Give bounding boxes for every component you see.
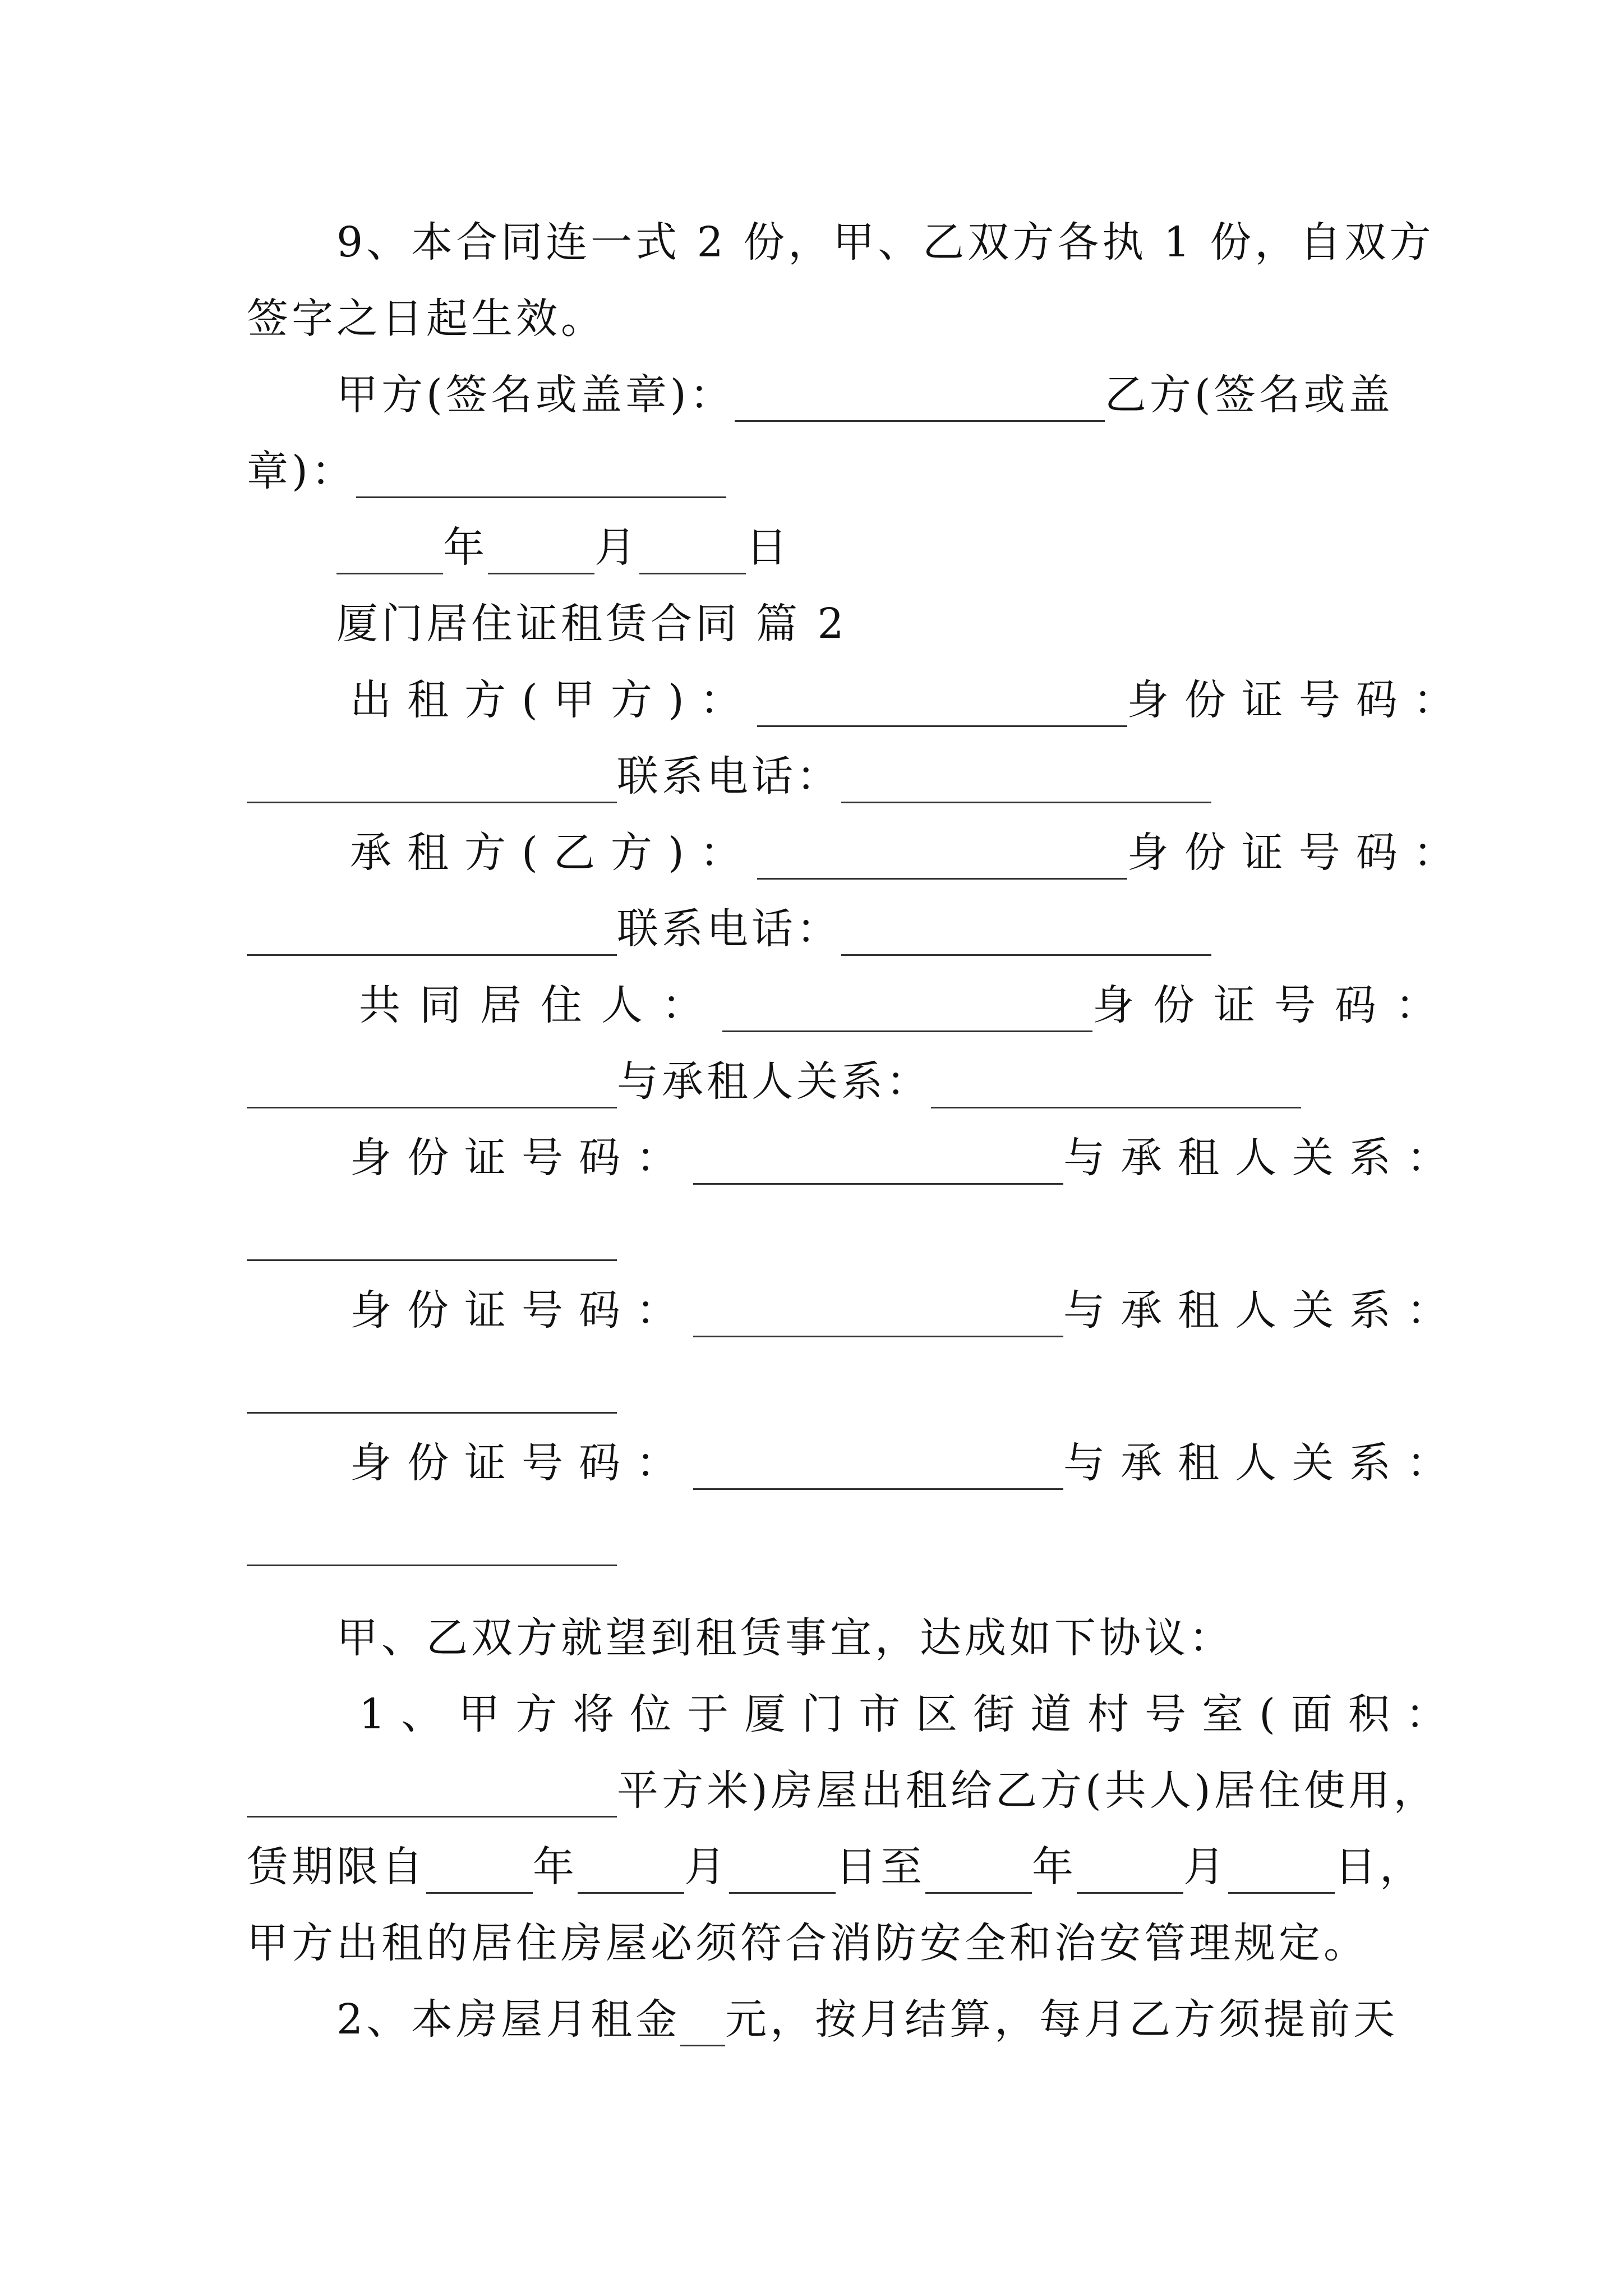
clause-1-line-4: 甲方出租的居住房屋必须符合消防安全和治安管理规定。 <box>247 1919 1368 1967</box>
cohabitant-name-blank[interactable] <box>722 988 1092 1032</box>
row-2-relation-blank[interactable] <box>247 1369 617 1414</box>
lessor-id-label: 身份证号码： <box>1127 676 1470 724</box>
party-a-signature-blank[interactable] <box>735 378 1105 422</box>
cohabitant-label: 共同居住人： <box>359 981 722 1029</box>
row-1-relation-blank[interactable] <box>247 1217 617 1261</box>
row-2-id-blank[interactable] <box>693 1293 1063 1337</box>
clause-1-line-2 <box>247 1764 1438 1818</box>
lessor-phone-label: 联系电话： <box>617 752 841 800</box>
cohabitant-relation-blank[interactable] <box>931 1064 1301 1108</box>
party-a-signature-label: 甲方(签名或盖章)： <box>336 371 735 419</box>
lessee-id-blank[interactable] <box>247 912 617 956</box>
section-title-part: 篇 2 <box>756 600 847 648</box>
cohabitant-row-2-line-2 <box>247 1360 617 1414</box>
end-day-label: 日， <box>1335 1843 1424 1891</box>
agreement-intro: 甲、乙双方就望到租赁事宜，达成如下协议： <box>336 1614 1234 1662</box>
cohabitant-id-label: 身份证号码： <box>1092 981 1456 1029</box>
row-1-relation-label: 与承租人关系： <box>1063 1134 1464 1182</box>
signing-date <box>336 521 791 574</box>
date-day-blank[interactable] <box>639 530 746 574</box>
lessor-name-blank[interactable] <box>757 683 1127 727</box>
date-month-label: 月 <box>594 523 639 572</box>
lessor-line <box>350 673 1470 727</box>
area-blank[interactable] <box>247 1773 617 1818</box>
cohabitant-row-2 <box>350 1283 1464 1337</box>
start-month-label: 月 <box>684 1843 729 1891</box>
clause-2-part-2: 元，按月结算，每月乙方须提前天 <box>725 1995 1399 2044</box>
section-title-name: 厦门居住证租赁合同 <box>336 600 740 648</box>
clause-9-line-2: 签字之日起生效。 <box>247 295 606 343</box>
cohabitant-row-1 <box>350 1131 1464 1185</box>
row-1-id-blank[interactable] <box>693 1140 1063 1185</box>
cohabitant-line-2 <box>247 1055 1301 1108</box>
row-3-id-label: 身份证号码： <box>350 1439 693 1487</box>
party-b-signature-label-end: 章)： <box>247 447 356 495</box>
row-3-relation-label: 与承租人关系： <box>1063 1439 1464 1487</box>
clause-1-line-2-text: 平方米)房屋出租给乙方(共人)居住使用， <box>617 1766 1438 1815</box>
signature-line <box>336 368 1394 422</box>
cohabitant-line <box>359 978 1456 1032</box>
start-day-to-label: 日至 <box>836 1843 925 1891</box>
lessor-id-blank[interactable] <box>247 759 617 803</box>
end-month-label: 月 <box>1183 1843 1228 1891</box>
rent-amount-blank[interactable] <box>680 2002 725 2046</box>
clause-9-line-1: 9、本合同连一式 2 份，甲、乙双方各执 1 份，自双方 <box>336 218 1435 266</box>
section-title <box>336 597 847 651</box>
lessee-line <box>350 826 1470 880</box>
cohabitant-id-blank[interactable] <box>247 1064 617 1108</box>
lessee-id-label: 身份证号码： <box>1127 829 1470 877</box>
start-year-blank[interactable] <box>426 1849 533 1894</box>
lessor-label: 出租方(甲方)： <box>350 676 757 724</box>
lessee-phone-blank[interactable] <box>841 912 1211 956</box>
row-1-id-label: 身份证号码： <box>350 1134 693 1182</box>
start-month-blank[interactable] <box>578 1849 684 1894</box>
party-b-signature-blank[interactable] <box>356 454 726 498</box>
lessor-phone-blank[interactable] <box>841 759 1211 803</box>
cohabitant-row-3-line-2 <box>247 1512 617 1566</box>
start-year-label: 年 <box>533 1843 578 1891</box>
cohabitant-row-3 <box>350 1436 1464 1490</box>
date-day-label: 日 <box>746 523 791 572</box>
end-day-blank[interactable] <box>1228 1849 1335 1894</box>
date-year-blank[interactable] <box>336 530 443 574</box>
end-year-blank[interactable] <box>925 1849 1032 1894</box>
start-day-blank[interactable] <box>729 1849 836 1894</box>
end-month-blank[interactable] <box>1077 1849 1183 1894</box>
row-2-id-label: 身份证号码： <box>350 1286 693 1335</box>
clause-2-line-1 <box>336 1993 1398 2046</box>
date-month-blank[interactable] <box>488 530 594 574</box>
end-year-label: 年 <box>1032 1843 1077 1891</box>
lessee-name-blank[interactable] <box>757 835 1127 880</box>
party-b-signature-label: 乙方(签名或盖 <box>1104 371 1394 419</box>
signature-line-2 <box>247 444 726 498</box>
date-year-label: 年 <box>443 523 488 572</box>
lessee-line-2 <box>247 902 1211 956</box>
row-3-relation-blank[interactable] <box>247 1522 617 1566</box>
row-2-relation-label: 与承租人关系： <box>1063 1286 1464 1335</box>
lease-term-label: 赁期限自 <box>247 1843 426 1891</box>
clause-1-line-3 <box>247 1840 1424 1894</box>
lessee-label: 承租方(乙方)： <box>350 829 757 877</box>
clause-2-part-1: 2、本房屋月租金 <box>336 1995 681 2044</box>
cohabitant-row-1-line-2 <box>247 1207 617 1261</box>
lessor-line-2 <box>247 749 1211 803</box>
cohabitant-relation-label: 与承租人关系： <box>617 1057 931 1106</box>
clause-1-line-1: 1、甲方将位于厦门市区街道村号室(面积： <box>359 1690 1463 1738</box>
row-3-id-blank[interactable] <box>693 1446 1063 1490</box>
lessee-phone-label: 联系电话： <box>617 905 841 953</box>
